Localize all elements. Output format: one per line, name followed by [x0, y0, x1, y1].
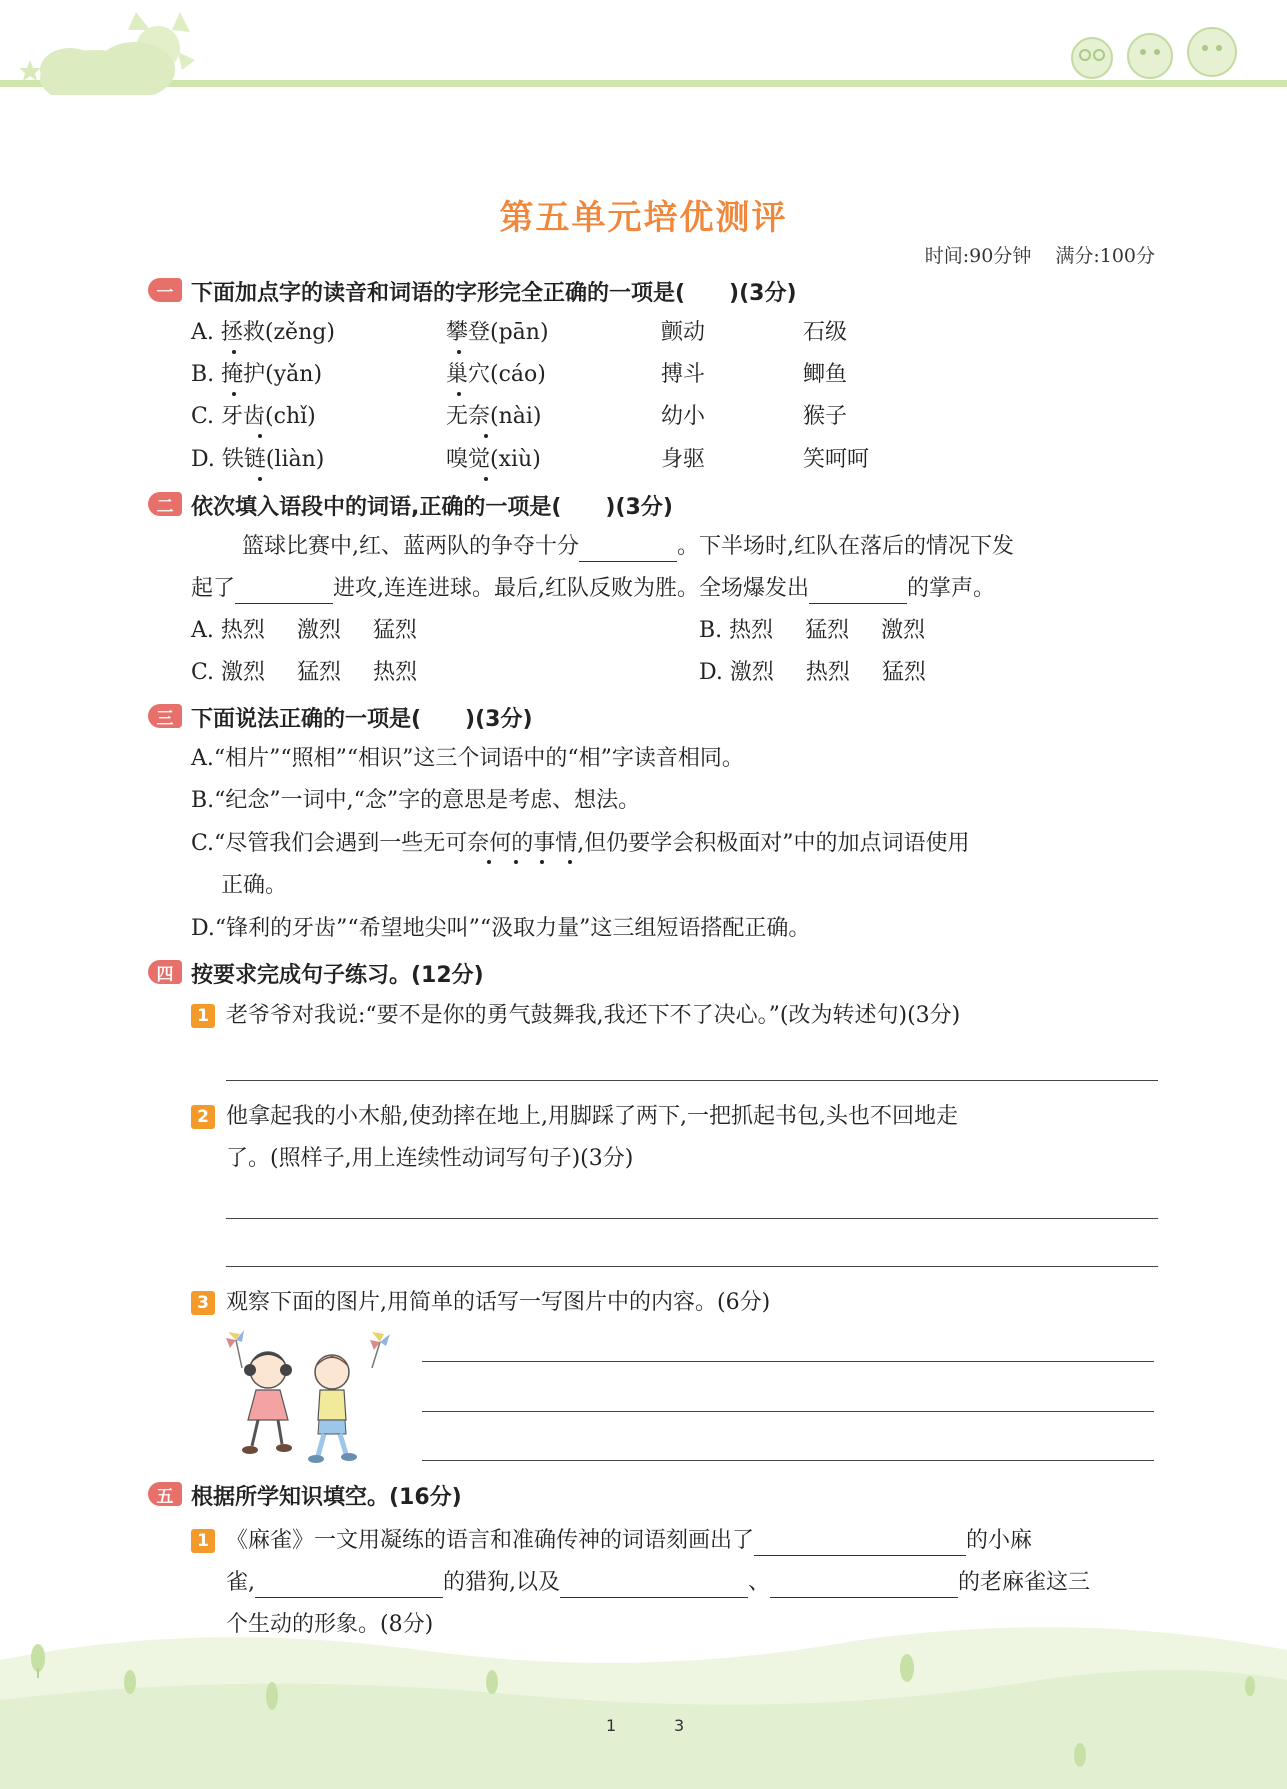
section-badge-2: 二: [148, 492, 182, 516]
animals-icon: [1072, 28, 1236, 78]
s2-option-b: [699, 616, 925, 646]
s5-q1-l2b: 的猎狗,以及: [443, 1570, 560, 1595]
emphasis-dot: [484, 477, 488, 481]
s1-c-2: 无奈(nài): [446, 404, 542, 429]
s2-option-c: [191, 658, 417, 688]
s2-paragraph-line-2: [191, 574, 995, 604]
section-badge-3: 三: [148, 704, 182, 728]
s1-a-1: A. 拯救(zěng): [191, 320, 335, 345]
answer-line[interactable]: [422, 1361, 1154, 1362]
s2-option-a: [191, 616, 417, 646]
s3-option-b: B.“纪念”一词中,“念”字的意思是考虑、想法。: [191, 788, 641, 813]
page-number-left: 1: [606, 1716, 617, 1735]
section-4-title: 按要求完成句子练习。(12分): [191, 963, 484, 988]
answer-blank[interactable]: [809, 579, 907, 604]
answer-blank[interactable]: [754, 1531, 966, 1556]
question-number-1: 1: [191, 1529, 215, 1553]
section-1-title: 下面加点字的读音和词语的字形完全正确的一项是( )(3分): [191, 281, 797, 306]
emphasis-dot: [540, 860, 544, 864]
s3-option-c-line-1: C.“尽管我们会遇到一些无可奈何的事情,但仍要学会积极面对”中的加点词语使用: [191, 831, 970, 856]
answer-blank[interactable]: [579, 537, 677, 562]
s2-option-d: [699, 658, 926, 688]
s4-q2-line-2: 了。(照样子,用上连续性动词写句子)(3分): [226, 1146, 634, 1171]
question-number-3: 3: [191, 1291, 215, 1315]
answer-blank[interactable]: [770, 1573, 958, 1598]
cloud-icon: [40, 42, 175, 95]
s1-b-3: 搏斗: [661, 362, 706, 387]
time-limit: 时间:90分钟: [924, 245, 1032, 267]
s5-q1-line-2: [226, 1568, 1090, 1598]
answer-line[interactable]: [226, 1080, 1158, 1081]
emphasis-dot: [232, 392, 236, 396]
children-pinwheel-illustration: [222, 1328, 402, 1468]
s2-p2a: 起了: [191, 576, 236, 601]
s4-q2-line-1: 他拿起我的小木船,使劲摔在地上,用脚踩了两下,一把抓起书包,头也不回地走: [226, 1104, 958, 1129]
s1-a-2: 攀登(pān): [446, 320, 549, 345]
option-word: 猛烈: [297, 660, 342, 685]
question-number-2: 2: [191, 1105, 215, 1129]
answer-blank[interactable]: [255, 1573, 443, 1598]
option-word: 热烈: [373, 660, 418, 685]
s2-p1a: 篮球比赛中,红、蓝两队的争夺十分: [242, 534, 579, 559]
s5-q1-l2d: 的老麻雀这三: [958, 1570, 1091, 1595]
section-3-title: 下面说法正确的一项是( )(3分): [191, 707, 533, 732]
s1-c-4: 猴子: [803, 404, 848, 429]
option-word: 猛烈: [372, 618, 417, 643]
answer-blank[interactable]: [235, 579, 333, 604]
answer-line[interactable]: [422, 1460, 1154, 1461]
s2-paragraph-line-1: [242, 532, 1014, 562]
s1-d-1: D. 铁链(liàn): [191, 447, 325, 472]
s3-option-c-line-2: 正确。: [221, 873, 288, 898]
option-word: 猛烈: [881, 660, 926, 685]
girl-figure: [242, 1352, 292, 1454]
emphasis-dot: [258, 477, 262, 481]
section-badge-1: 一: [148, 278, 182, 302]
emphasis-dot: [514, 860, 518, 864]
s5-q1-l1b: 的小麻: [966, 1528, 1033, 1553]
page-title: 第五单元培优测评: [499, 198, 788, 238]
option-word: D. 激烈: [699, 660, 774, 685]
option-word: 热烈: [805, 660, 850, 685]
s5-q1-l2a: 雀,: [226, 1570, 255, 1595]
answer-line[interactable]: [226, 1266, 1158, 1267]
s5-q1-l2c: 、: [748, 1570, 771, 1595]
s2-p2c: 的掌声。: [907, 576, 996, 601]
s1-c-3: 幼小: [661, 404, 706, 429]
s1-b-1: B. 掩护(yǎn): [191, 362, 323, 387]
s1-a-3: 颤动: [661, 320, 706, 345]
full-score: 满分:100分: [1055, 245, 1155, 267]
pinwheel-icon: [370, 1332, 390, 1368]
option-word: 激烈: [296, 618, 341, 643]
s1-c-1: C. 牙齿(chǐ): [191, 404, 316, 429]
emphasis-dot: [568, 860, 572, 864]
s1-a-4: 石级: [803, 320, 848, 345]
question-number-1: 1: [191, 1004, 215, 1028]
s1-b-4: 鲫鱼: [803, 362, 848, 387]
boy-figure: [308, 1355, 357, 1463]
s5-q1-l1a: 《麻雀》一文用凝练的语言和准确传神的词语刻画出了: [226, 1528, 755, 1553]
s1-d-3: 身驱: [661, 447, 706, 472]
section-badge-4: 四: [148, 960, 182, 984]
emphasis-dot: [258, 434, 262, 438]
section-badge-5: 五: [148, 1482, 182, 1506]
s2-p1b: 。下半场时,红队在落后的情况下发: [677, 534, 1014, 559]
s1-d-2: 嗅觉(xiù): [446, 447, 541, 472]
s1-b-2: 巢穴(cáo): [446, 362, 546, 387]
s4-q3-text: 观察下面的图片,用简单的话写一写图片中的内容。(6分): [226, 1290, 771, 1315]
footer-landscape: [0, 1610, 1287, 1789]
option-word: C. 激烈: [191, 660, 266, 685]
s3-option-d: D.“锋利的牙齿”“希望地尖叫”“汲取力量”这三组短语搭配正确。: [191, 916, 811, 941]
answer-line[interactable]: [226, 1218, 1158, 1219]
answer-blank[interactable]: [560, 1573, 748, 1598]
s2-p2b: 进攻,连连进球。最后,红队反败为胜。全场爆发出: [333, 576, 810, 601]
header-decoration: [0, 0, 1287, 95]
option-word: A. 热烈: [191, 618, 265, 643]
s5-q1-line-1: [226, 1526, 1032, 1556]
s4-q1-text: 老爷爷对我说:“要不是你的勇气鼓舞我,我还下不了决心。”(改为转述句)(3分): [226, 1003, 961, 1028]
s5-q1-line-3: 个生动的形象。(8分): [226, 1612, 434, 1637]
section-5-title: 根据所学知识填空。(16分): [191, 1485, 462, 1510]
emphasis-dot: [457, 392, 461, 396]
page-number-right: 3: [674, 1716, 685, 1735]
emphasis-dot: [232, 350, 236, 354]
option-word: 激烈: [881, 618, 926, 643]
emphasis-dot: [484, 434, 488, 438]
pinwheel-icon: [226, 1330, 244, 1368]
emphasis-dot: [487, 860, 491, 864]
answer-line[interactable]: [422, 1411, 1154, 1412]
s3-option-a: A.“相片”“照相”“相识”这三个词语中的“相”字读音相同。: [191, 746, 744, 771]
exam-meta: [901, 241, 1155, 268]
option-word: B. 热烈: [699, 618, 774, 643]
emphasis-dot: [457, 350, 461, 354]
option-word: 猛烈: [805, 618, 850, 643]
s1-d-4: 笑呵呵: [803, 447, 870, 472]
section-2-title: 依次填入语段中的词语,正确的一项是( )(3分): [191, 495, 673, 520]
